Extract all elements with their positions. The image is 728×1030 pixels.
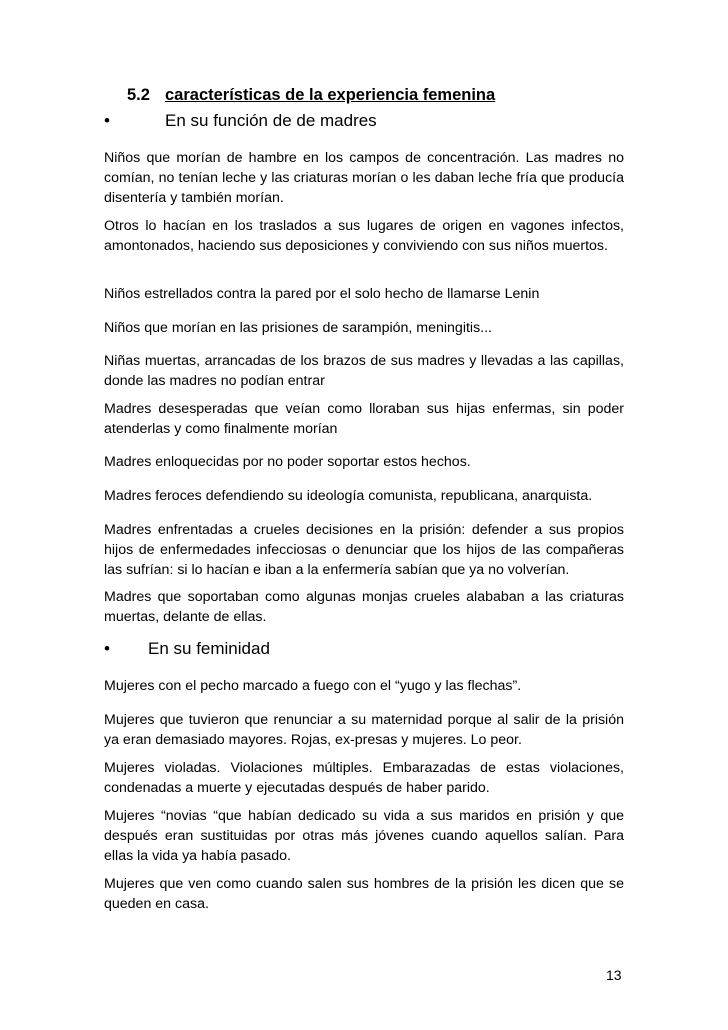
paragraph: Madres enloquecidas por no poder soportar estos hechos.: [104, 454, 471, 470]
paragraph: Niños estrellados contra la pared por el solo hecho de llamarse Lenin: [104, 286, 540, 302]
section-number: 5.2: [127, 86, 150, 104]
paragraph: Niños que morían de hambre en los campos de concentración. Las madres no comían, no tenían leche y las criaturas morían o les daban leche fría que producía disentería y también morían.: [104, 150, 624, 206]
paragraph: Mujeres que ven como cuando salen sus hombres de la prisión les dicen que se queden en casa.: [104, 876, 624, 912]
section-title: características de la experiencia femenina: [165, 86, 496, 104]
paragraph: Niñas muertas, arrancadas de los brazos de sus madres y llevadas a las capillas, donde las madres no podían entrar: [104, 353, 624, 389]
paragraph: Madres feroces defendiendo su ideología comunista, republicana, anarquista.: [104, 488, 593, 504]
paragraph: Mujeres violadas. Violaciones múltiples. Embarazadas de estas violaciones, condenadas a muerte y ejecutadas después de haber parido.: [104, 760, 624, 796]
paragraph: Mujeres “novias “que habían dedicado su vida a sus maridos en prisión y que después eran sustituidas por otras más jóvenes cuando aquellos salían. Para ellas la vida ya había pasado.: [104, 808, 624, 864]
paragraph: Mujeres con el pecho marcado a fuego con el “yugo y las flechas”.: [104, 678, 522, 694]
section-heading: [127, 86, 495, 105]
paragraph: Madres enfrentadas a crueles decisiones en la prisión: defender a sus propios hijos de enfermedades infecciosas o denunciar que los hijos de las compañeras las sufrían: si lo hacían e iban a la enfermería sabían que ya no volverían.: [104, 522, 624, 578]
paragraph: Mujeres que tuvieron que renunciar a su maternidad porque al salir de la prisión ya eran demasiado mayores. Rojas, ex-presas y mujeres. Lo peor.: [104, 712, 624, 748]
page-number: 13: [606, 967, 622, 983]
paragraph: Madres desesperadas que veían como lloraban sus hijas enfermas, sin poder atenderlas y como finalmente morían: [104, 401, 624, 437]
bullet-text: En su feminidad: [148, 639, 270, 658]
paragraph: Niños que morían en las prisiones de sarampión, meningitis...: [104, 320, 492, 336]
bullet-icon: •: [104, 639, 110, 658]
paragraph: Otros lo hacían en los traslados a sus lugares de origen en vagones infectos, amontonados, haciendo sus deposiciones y conviviendo con sus niños muertos.: [104, 218, 624, 254]
paragraph: Madres que soportaban como algunas monjas crueles alababan a las criaturas muertas, delante de ellas.: [104, 589, 624, 625]
bullet-icon: •: [104, 111, 110, 130]
bullet-text: En su función de de madres: [165, 111, 377, 130]
